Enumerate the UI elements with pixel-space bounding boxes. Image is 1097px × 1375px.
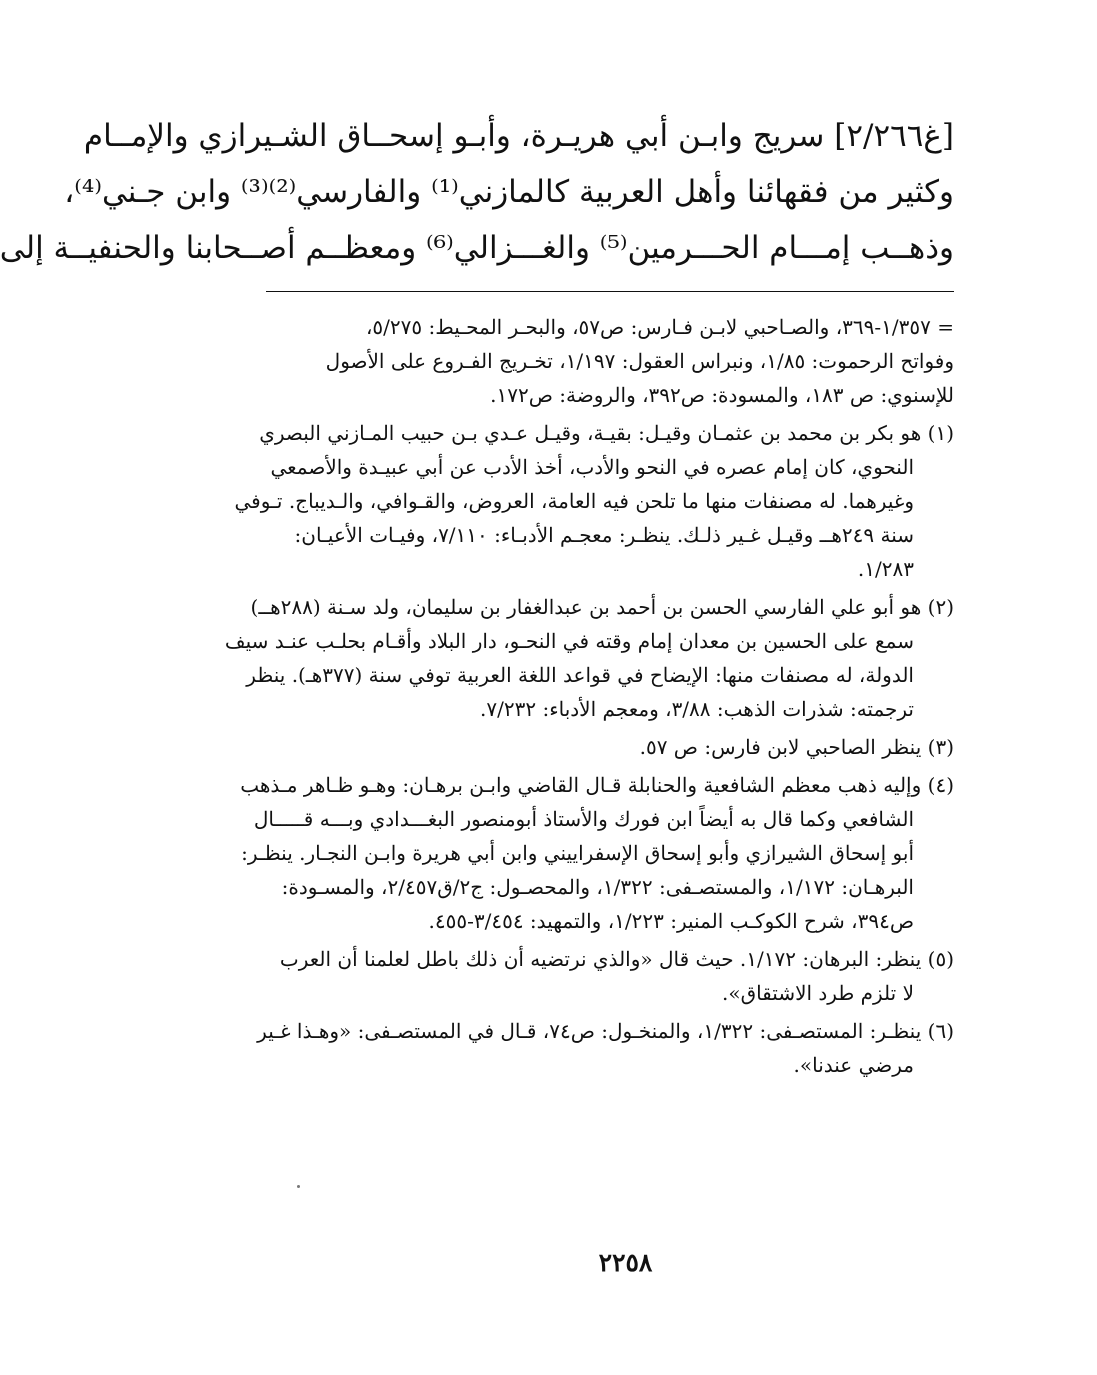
footnote-separator (266, 291, 954, 292)
footnote-line: النحوي، كان إمام عصره في النحو والأدب، أخذ الأدب عن أبي عبيـدة والأصمعي (270, 455, 914, 479)
footnote-line: ص٣٩٤، شرح الكوكـب المنير: ١/٢٢٣، والتمهيد: ٣/٤٥٤-٤٥٥. (428, 909, 914, 933)
footnote-line: = ١/٣٥٧-٣٦٩، والصـاحبي لابـن فـارس: ص٥٧، والبحـر المحـيط: ٥/٢٧٥، (365, 315, 954, 339)
footnote-5 (266, 942, 954, 1010)
footnote-line: لا تلزم طرد الاشتقاق». (721, 981, 914, 1005)
footnote-line: وغيرهما. له مصنفات منها ما تلحن فيه العامة، العروض، والقـوافي، والـديباج. تـوفي (234, 489, 914, 513)
footnote-line: ١/٢٨٣. (857, 557, 914, 581)
footnote-2 (224, 590, 954, 726)
footnote-line: وفواتح الرحموت: ١/٨٥، ونبراس العقول: ١/١٩٧، تخـريج الفـروع على الأصول (325, 349, 954, 373)
footnote-line: (٤) وإليه ذهب معظم الشافعية والحنابلة قـال القاضي وابـن برهـان: وهـو ظـاهر مـذهب (240, 773, 954, 797)
footnote-line: (١) هو بكر بن محمد بن عثمـان وقيـل: بقيـة، وقيـل عـدي بـن حبيب المـازني البصري (259, 421, 954, 445)
footnote-line: أبو إسحاق الشيرازي وأبو إسحاق الإسفراييني وابن أبي هريرة وابـن النجـار. ينظـر: (241, 841, 914, 865)
footnote-continuation (266, 310, 954, 412)
footnote-1 (234, 416, 954, 586)
main-text-block (0, 108, 954, 276)
footnotes-block (224, 310, 954, 1086)
page-number: ٢٢٥٨ (598, 1248, 653, 1277)
footnote-line: (٢) هو أبو علي الفارسي الحسن بن أحمد بن عبدالغفار بن سليمان، ولد سـنة (٢٨٨هــ) (250, 595, 954, 619)
main-text-line: وكثير من فقهائنا وأهل العربية كالمازني⁽¹⁾ والفارسي⁽²⁾⁽³⁾ وابن جـني⁽⁴⁾، (64, 174, 954, 210)
footnote-line: مرضي عندنا». (793, 1053, 914, 1077)
scan-speck (297, 1185, 300, 1188)
footnote-6 (257, 1014, 954, 1082)
footnote-line: سمع على الحسين بن معدان إمام وقته في النحـو، دار البلاد وأقـام بحلـب عنـد سيف (224, 629, 914, 653)
footnote-line: (٦) ينظـر: المستصـفى: ١/٣٢٢، والمنخـول: ص٧٤، قـال في المستصـفى: «وهـذا غـير (257, 1019, 954, 1043)
main-text-line: وذهــب إمـــام الحـــرمين⁽⁵⁾ والغـــزالي⁽⁶⁾ ومعظــم أصــحابنا والحنفيــة إلى (0, 230, 954, 266)
footnote-line: سنة ٢٤٩هــ وقيـل غـير ذلـك. ينظـر: معجـم الأدبـاء: ٧/١١٠، وفيـات الأعيـان: (294, 523, 914, 547)
footnote-line: (٣) ينظر الصاحبي لابن فارس: ص ٥٧. (639, 735, 954, 759)
footnote-line: البرهـان: ١/١٧٢، والمستصـفى: ١/٣٢٢، والمحصـول: ج٢/ق٢/٤٥٧، والمسـودة: (281, 875, 914, 899)
footnote-line: (٥) ينظر: البرهان: ١/١٧٢. حيث قال «والذي نرتضيه أن ذلك باطل لعلمنا أن العرب (279, 947, 954, 971)
footnote-line: الدولة، له مصنفات منها: الإيضاح في قواعد اللغة العربية توفي سنة (٣٧٧هـ). ينظر (246, 663, 914, 687)
footnote-line: الشافعي وكما قال به أيضاً ابن فورك والأستاذ أبومنصور البغـــدادي وبـــه قـــــال (253, 807, 914, 831)
footnote-4 (240, 768, 954, 938)
main-text-line: [غ٢/٢٦٦] سريج وابـن أبي هريـرة، وأبـو إسحــاق الشـيرازي والإمــام (83, 118, 954, 154)
footnote-3 (266, 730, 954, 764)
footnote-line: للإسنوي: ص ١٨٣، والمسودة: ص٣٩٢، والروضة: ص١٧٢. (490, 383, 954, 407)
footnote-line: ترجمته: شذرات الذهب: ٣/٨٨، ومعجم الأدباء: ٧/٢٣٢. (480, 697, 914, 721)
